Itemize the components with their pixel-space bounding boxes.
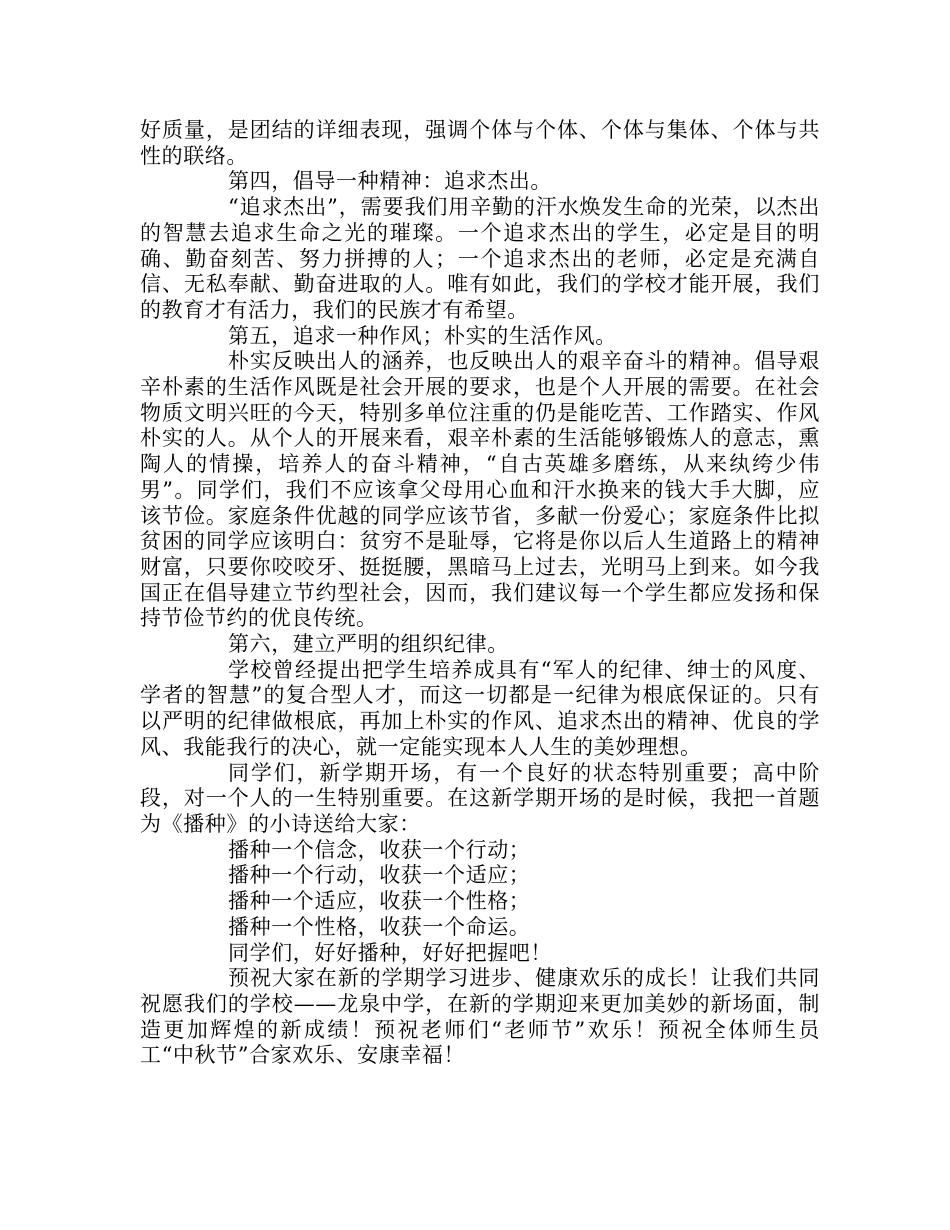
poem-line-3: 播种一个适应，收获一个性格； xyxy=(228,889,531,914)
paragraph-new-semester-poem-intro: 同学们，新学期开场，有一个良好的状态特别重要；高中阶段，对一个人的一生特别重要。在这新学期开场的是时候，我把一首题为《播种》的小诗送给大家： xyxy=(140,760,820,836)
document-body xyxy=(140,118,820,1069)
poem-line-4: 播种一个性格，收获一个命运。 xyxy=(228,914,531,939)
paragraph-unity-continued: 好质量，是团结的详细表现，强调个体与个体、个体与集体、个体与共性的联络。 xyxy=(140,118,820,168)
paragraph-discipline: 学校曾经提出把学生培养成具有“军人的纪律、绅士的风度、学者的智慧”的复合型人才，而这一切都是一纪律为根底保证的。只有以严明的纪律做根底，再加上朴实的作风、追求杰出的精神、优良的学风、我能我行的决心，就一定能实现本人人生的美妙理想。 xyxy=(140,657,820,759)
paragraph-simple-lifestyle: 朴实反映出人的涵养，也反映出人的艰辛奋斗的精神。倡导艰辛朴素的生活作风既是社会开展的要求，也是个人开展的需要。在社会物质文明兴旺的今天，特别多单位注重的仍是能吃苦、工作踏实、作风朴实的人。从个人的开展来看，艰辛朴素的生活能够锻炼人的意志，熏陶人的情操，培养人的奋斗精神，“自古英雄多磨练，从来纨绔少伟男”。同学们，我们不应该拿父母用心血和汗水换来的钱大手大脚，应该节俭。家庭条件优越的同学应该节省，多献一份爱心；家庭条件比拟贫困的同学应该明白：贫穷不是耻辱，它将是你以后人生道路上的精神财富，只要你咬咬牙、挺挺腰，黑暗马上过去，光明马上到来。如今我国正在倡导建立节约型社会，因而，我们建议每一个学生都应发扬和保持节俭节约的优良传统。 xyxy=(140,349,820,631)
paragraph-closing-wishes: 预祝大家在新的学期学习进步、健康欢乐的成长！让我们共同祝愿我们的学校——龙泉中学，在新的学期迎来更加美妙的新场面，制造更加辉煌的新成绩！预祝老师们“老师节”欢乐！预祝全体师生员工“中秋节”合家欢乐、安康幸福！ xyxy=(140,966,821,1068)
paragraph-pursue-excellence: “追求杰出”，需要我们用辛勤的汗水焕发生命的光荣，以杰出的智慧去追求生命之光的璀璨。一个追求杰出的学生，必定是目的明确、勤奋刻苦、努力拼搏的人；一个追求杰出的老师，必定是充满自信、无私奉献、勤奋进取的人。唯有如此，我们的学校才能开展，我们的教育才有活力，我们的民族才有希望。 xyxy=(140,195,820,322)
paragraph-sow-well: 同学们，好好播种，好好把握吧！ xyxy=(228,940,552,965)
poem-line-2: 播种一个行动，收获一个适应； xyxy=(228,863,531,888)
poem-line-1: 播种一个信念，收获一个行动； xyxy=(228,837,531,862)
heading-fourth-pursue-excellence: 第四，倡导一种精神：追求杰出。 xyxy=(228,169,552,194)
heading-fifth-simple-lifestyle: 第五，追求一种作风；朴实的生活作风。 xyxy=(228,323,617,348)
heading-sixth-discipline: 第六，建立严明的组织纪律。 xyxy=(228,632,509,657)
